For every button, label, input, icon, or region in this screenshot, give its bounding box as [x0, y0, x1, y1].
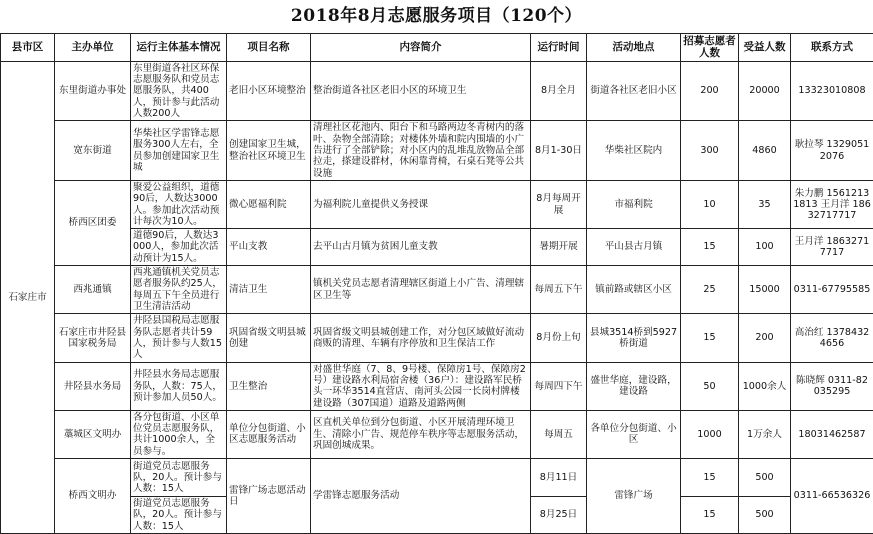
- table-row: [1, 362, 873, 410]
- intro-cell: 学雷锋志愿服务活动: [311, 459, 531, 534]
- header-time: 运行时间: [531, 34, 587, 62]
- place-cell: 华柴社区院内: [587, 121, 681, 181]
- organizer-cell: 石家庄市井陉县国家税务局: [55, 314, 131, 362]
- basic-info-cell: 西兆通镇机关党员志愿者服务队约25人，每周五下午全员进行卫生清洁活动: [131, 266, 227, 314]
- header-county: 县市区: [1, 34, 55, 62]
- place-cell: 平山县古月镇: [587, 229, 681, 266]
- header-intro: 内容简介: [311, 34, 531, 62]
- benefit-cell: 35: [739, 180, 791, 228]
- organizer-cell: 桥西文明办: [55, 459, 131, 534]
- volunteer-projects-table: [0, 33, 873, 534]
- project-name-cell: 清洁卫生: [227, 266, 311, 314]
- contact-cell: 0311-67795585: [791, 266, 873, 314]
- project-name-cell: 单位分包街道、小区志愿服务活动: [227, 410, 311, 458]
- time-cell: 8月全月: [531, 61, 587, 121]
- table-header-row: [1, 34, 873, 62]
- contact-cell: 高治红 13784324656: [791, 314, 873, 362]
- project-name-cell: 老旧小区环境整治: [227, 61, 311, 121]
- recruit-cell: 300: [681, 121, 739, 181]
- contact-cell: 13323010808: [791, 61, 873, 121]
- project-name-cell: 平山支教: [227, 229, 311, 266]
- time-cell: 8月25日: [531, 497, 587, 534]
- place-cell: 各单位分包街道、小区: [587, 410, 681, 458]
- project-name-cell: 微心愿福利院: [227, 180, 311, 228]
- project-name-cell: 雷锋广场志愿活动日: [227, 459, 311, 534]
- recruit-cell: 15: [681, 314, 739, 362]
- header-contact: 联系方式: [791, 34, 873, 62]
- table-row: [1, 121, 873, 181]
- organizer-cell: 藁城区文明办: [55, 410, 131, 458]
- benefit-cell: 20000: [739, 61, 791, 121]
- project-name-cell: 卫生整治: [227, 362, 311, 410]
- intro-cell: 为福利院儿童提供义务授课: [311, 180, 531, 228]
- recruit-cell: 15: [681, 497, 739, 534]
- place-cell: 县城3514桥到5927桥街道: [587, 314, 681, 362]
- benefit-cell: 200: [739, 314, 791, 362]
- place-cell: 市福利院: [587, 180, 681, 228]
- page-title: 2018年8月志愿服务项目（120个）: [0, 0, 873, 33]
- header-project-name: 项目名称: [227, 34, 311, 62]
- contact-cell: 18031462587: [791, 410, 873, 458]
- intro-cell: 巩固省级文明县城创建工作，对分包区域做好流动商贩的清理、车辆有序停放和卫生保洁工作: [311, 314, 531, 362]
- table-row: [1, 180, 873, 228]
- table-row: [1, 229, 873, 266]
- project-name-cell: 巩固省级文明县城创建: [227, 314, 311, 362]
- basic-info-cell: 街道党员志愿服务队，20人。预计参与人数：15人: [131, 459, 227, 497]
- basic-info-cell: 各分包街道、小区单位党员志愿服务队，共计1000余人，全员参与。: [131, 410, 227, 458]
- place-cell: 街道各社区老旧小区: [587, 61, 681, 121]
- time-cell: 8月份上旬: [531, 314, 587, 362]
- table-row: [1, 314, 873, 362]
- recruit-cell: 15: [681, 459, 739, 497]
- header-organizer: 主办单位: [55, 34, 131, 62]
- intro-cell: 整治街道各社区老旧小区的环境卫生: [311, 61, 531, 121]
- benefit-cell: 1万余人: [739, 410, 791, 458]
- organizer-cell: 东里街道办事处: [55, 61, 131, 121]
- time-cell: 每周四下午: [531, 362, 587, 410]
- table-row: [1, 459, 873, 497]
- time-cell: 8月1-30日: [531, 121, 587, 181]
- organizer-cell: 井陉县水务局: [55, 362, 131, 410]
- header-benefit: 受益人数: [739, 34, 791, 62]
- basic-info-cell: 道德90后，人数达3000人，参加此次活动预计为15人。: [131, 229, 227, 266]
- organizer-cell: 西兆通镇: [55, 266, 131, 314]
- intro-cell: 清理社区花池内、阳台下和马路两边冬青树内的落叶、杂物全部清除；对楼体外墙和院内围墙的小广告进行了全部铲除；对小区内的乱堆乱放物品全部拉走，搽建设群材，休闲靠背椅，石桌石凳等公共设施: [311, 121, 531, 181]
- contact-cell: 耿拉琴 13290512076: [791, 121, 873, 181]
- intro-cell: 去平山古月镇为贫困儿童支教: [311, 229, 531, 266]
- basic-info-cell: 井陉县国税局志愿服务队志愿者共计59人，预计参与人数15人: [131, 314, 227, 362]
- time-cell: 8月11日: [531, 459, 587, 497]
- basic-info-cell: 街道党员志愿服务队，20人。预计参与人数：15人: [131, 497, 227, 534]
- county-cell: 石家庄市: [1, 61, 55, 533]
- contact-cell: 0311-66536326: [791, 459, 873, 534]
- basic-info-cell: 东里街道各社区环保志愿服务队和党员志愿服务队，共400人，预计参与此活动人数200人: [131, 61, 227, 121]
- benefit-cell: 4860: [739, 121, 791, 181]
- recruit-cell: 25: [681, 266, 739, 314]
- benefit-cell: 500: [739, 497, 791, 534]
- header-basic-info: 运行主体基本情况: [131, 34, 227, 62]
- organizer-cell: 宽东街道: [55, 121, 131, 181]
- place-cell: 镇前路或辖区小区: [587, 266, 681, 314]
- recruit-cell: 50: [681, 362, 739, 410]
- contact-cell: 朱力鹏 15612131813 王月洋 18632717717: [791, 180, 873, 228]
- basic-info-cell: 井陉县水务局志愿服务队，人数：75人，预计参加人员50人。: [131, 362, 227, 410]
- recruit-cell: 1000: [681, 410, 739, 458]
- place-cell: 盛世华庭，建设路，建设路: [587, 362, 681, 410]
- benefit-cell: 500: [739, 459, 791, 497]
- time-cell: 暑期开展: [531, 229, 587, 266]
- time-cell: 8月每周开展: [531, 180, 587, 228]
- table-row: [1, 410, 873, 458]
- recruit-cell: 200: [681, 61, 739, 121]
- organizer-cell: 桥西区团委: [55, 180, 131, 265]
- recruit-cell: 10: [681, 180, 739, 228]
- contact-cell: 陈晓辉 0311-82035295: [791, 362, 873, 410]
- intro-cell: 对盛世华庭（7、8、9号楼、保障房1号、保障房2号）建设路水利局宿舍楼（36户）：建设路军民桥头一环华3514直营店、南河头公园一长岗村牌楼建设路（307国道）道路及道路两侧: [311, 362, 531, 410]
- benefit-cell: 1000余人: [739, 362, 791, 410]
- header-place: 活动地点: [587, 34, 681, 62]
- table-row: [1, 266, 873, 314]
- intro-cell: 镇机关党员志愿者清理辖区街道上小广告、清理辖区卫生等: [311, 266, 531, 314]
- benefit-cell: 100: [739, 229, 791, 266]
- project-name-cell: 创建国家卫生城，整治社区环境卫生: [227, 121, 311, 181]
- recruit-cell: 15: [681, 229, 739, 266]
- benefit-cell: 15000: [739, 266, 791, 314]
- basic-info-cell: 华柴社区学雷锋志愿服务300人左右，全员参加创建国家卫生城: [131, 121, 227, 181]
- table-row: [1, 61, 873, 121]
- time-cell: 每周五下午: [531, 266, 587, 314]
- time-cell: 每周五: [531, 410, 587, 458]
- intro-cell: 区直机关单位到分包街道、小区开展清理环境卫生、清除小广告、规范停车秩序等志愿服务活动，巩固创城成果。: [311, 410, 531, 458]
- basic-info-cell: 聚爱公益组织，道德90后，人数达3000人。参加此次活动预计每次为10人。: [131, 180, 227, 228]
- place-cell: 雷锋广场: [587, 459, 681, 534]
- header-recruit: 招募志愿者人数: [681, 34, 739, 62]
- contact-cell: 王月洋 18632717717: [791, 229, 873, 266]
